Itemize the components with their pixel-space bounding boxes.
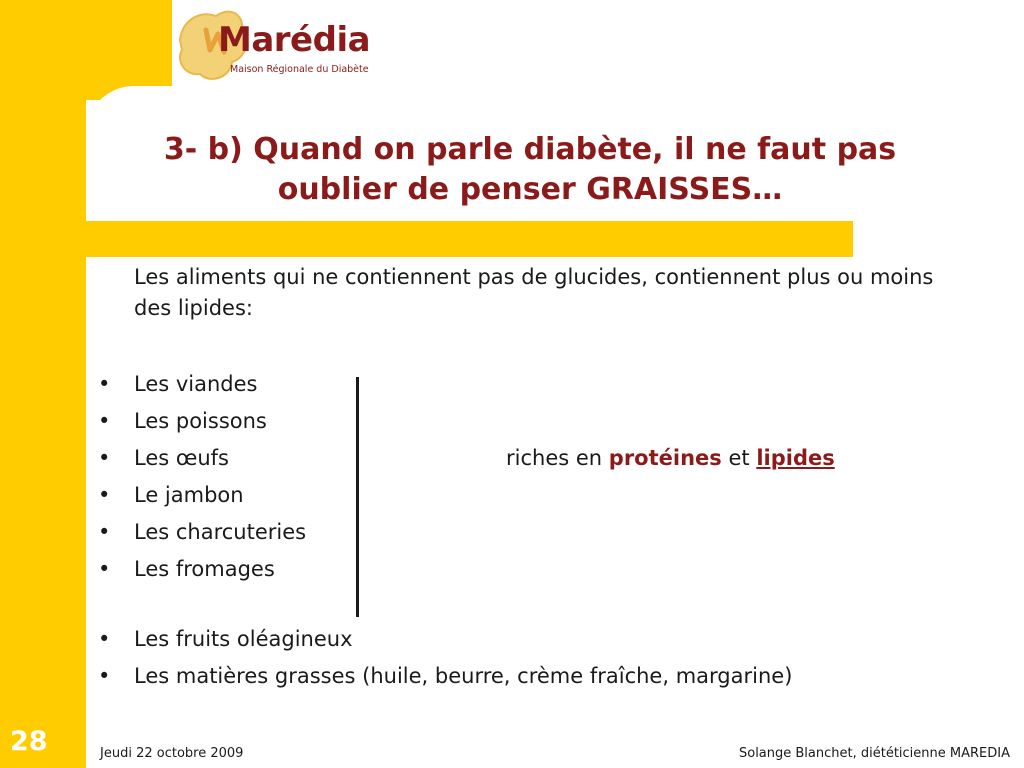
list-item: • Les viandes: [98, 366, 306, 403]
group-bracket-line: [356, 377, 359, 617]
list-item: • Le jambon: [98, 477, 306, 514]
logo-subtitle: Maison Régionale du Diabète: [230, 64, 369, 75]
rich-prefix: riches en: [506, 446, 603, 470]
rich-proteines: protéines: [608, 446, 722, 470]
rich-annotation: [506, 440, 835, 477]
rich-connector: et: [728, 446, 750, 470]
intro-text: Les aliments qui ne contiennent pas de glucides, contiennent plus ou moins des lipides:: [134, 265, 934, 320]
list-item: • Les fromages: [98, 551, 306, 588]
footer-author: Solange Blanchet, diététicienne MAREDIA: [738, 746, 1010, 761]
left-accent-bar: [0, 0, 86, 768]
rule-end: [853, 221, 1024, 257]
list-item: • Les charcuteries: [98, 514, 306, 551]
list-item: • Les poissons: [98, 403, 306, 440]
list-item: • Les fruits oléagineux: [98, 624, 858, 655]
list-item: • Les œufs: [98, 440, 306, 477]
footer-date: Jeudi 22 octobre 2009: [100, 746, 244, 761]
rich-lipides: lipides: [756, 446, 835, 470]
slide-title: 3- b) Quand on parle diabète, il ne faut pas oublier de penser GRAISSES…: [163, 132, 897, 207]
food-list-protein: [98, 366, 306, 588]
page-number: 28: [10, 726, 48, 757]
title-underline-bar: [86, 221, 853, 257]
top-accent-band: [86, 0, 172, 100]
food-list-fats: [98, 624, 858, 698]
list-item: • Les matières grasses (huile, beurre, crème fraîche, margarine): [98, 661, 858, 692]
logo-wordmark: Marédia: [218, 20, 371, 60]
